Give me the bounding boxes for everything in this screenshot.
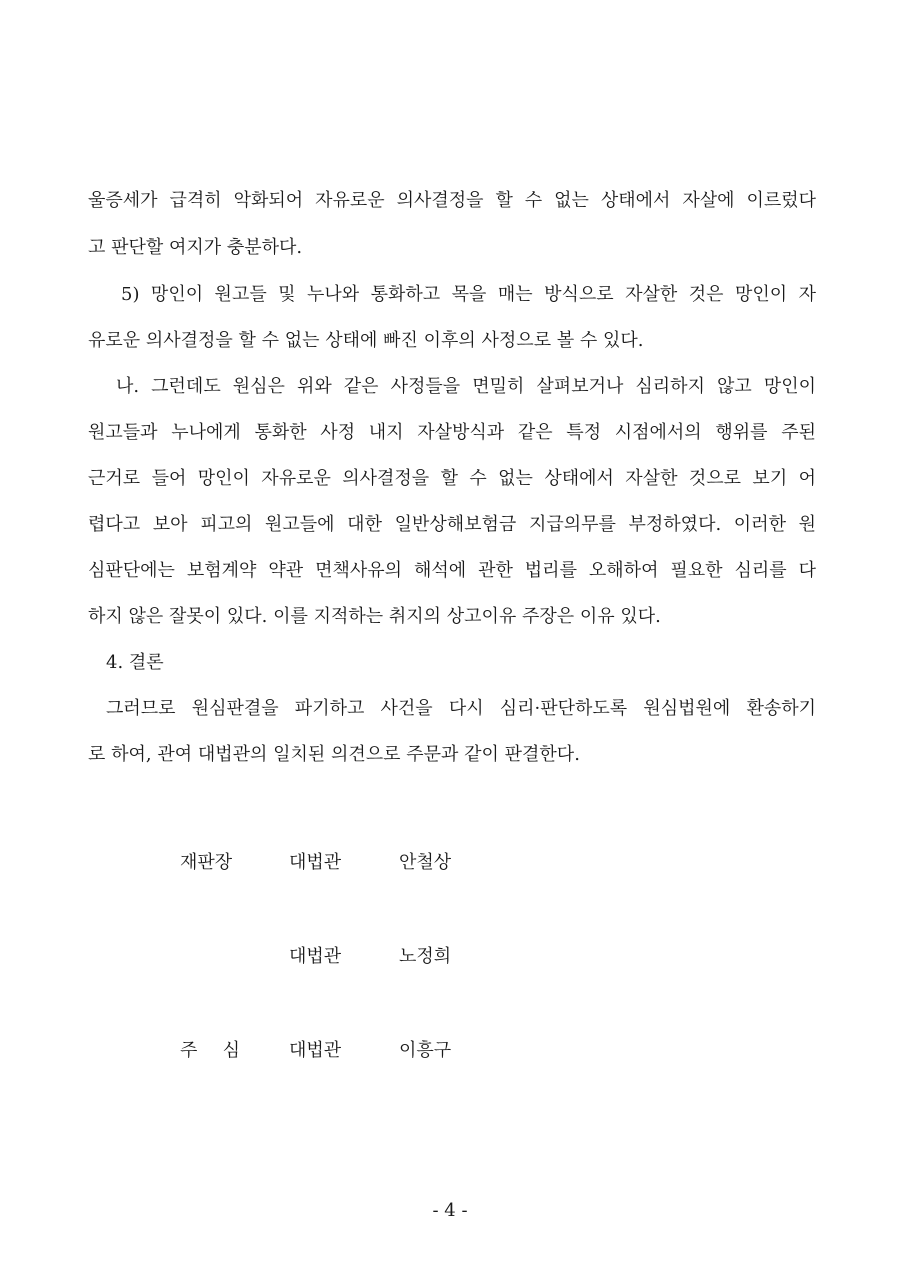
body-line-4: 유로운 의사결정을 할 수 없는 상태에 빠진 이후의 사정으로 볼 수 있다. — [88, 330, 644, 351]
section-heading-conclusion: 4. 결론 — [106, 652, 164, 673]
signature-role-main: 주 심 — [180, 1040, 240, 1061]
signature-name: 이흥구 — [399, 1040, 452, 1061]
body-line-3: 5) 망인이 원고들 및 누나와 통화하고 목을 매는 방식으로 자살한 것은 망인이 자 — [121, 284, 816, 305]
signature-title: 대법관 — [289, 852, 342, 873]
signature-role-presiding: 재판장 — [180, 852, 233, 873]
signature-name: 노정희 — [399, 946, 452, 967]
body-line-1: 울증세가 급격히 악화되어 자유로운 의사결정을 할 수 없는 상태에서 자살에 이르렀다 — [88, 190, 816, 211]
body-line-6: 원고들과 누나에게 통화한 사정 내지 자살방식과 같은 특정 시점에서의 행위를 주된 — [88, 422, 816, 443]
body-line-9: 심판단에는 보험계약 약관 면책사유의 해석에 관한 법리를 오해하여 필요한 심리를 다 — [88, 560, 816, 581]
body-line-10: 하지 않은 잘못이 있다. 이를 지적하는 취지의 상고이유 주장은 이유 있다. — [88, 606, 661, 627]
signature-name: 안철상 — [399, 852, 452, 873]
signature-title: 대법관 — [289, 946, 342, 967]
body-line-12: 그러므로 원심판결을 파기하고 사건을 다시 심리·판단하도록 원심법원에 환송하기 — [106, 698, 816, 719]
page-number: - 4 - — [432, 1200, 468, 1221]
body-line-5: 나. 그런데도 원심은 위와 같은 사정들을 면밀히 살펴보거나 심리하지 않고 망인이 — [116, 376, 816, 397]
body-line-2: 고 판단할 여지가 충분하다. — [88, 237, 303, 258]
body-line-7: 근거로 들어 망인이 자유로운 의사결정을 할 수 없는 상태에서 자살한 것으로 보기 어 — [88, 468, 816, 489]
body-line-8: 렵다고 보아 피고의 원고들에 대한 일반상해보험금 지급의무를 부정하였다. 이러한 원 — [88, 514, 816, 535]
body-line-13: 로 하여, 관여 대법관의 일치된 의견으로 주문과 같이 판결한다. — [88, 744, 580, 765]
signature-title: 대법관 — [289, 1040, 342, 1061]
